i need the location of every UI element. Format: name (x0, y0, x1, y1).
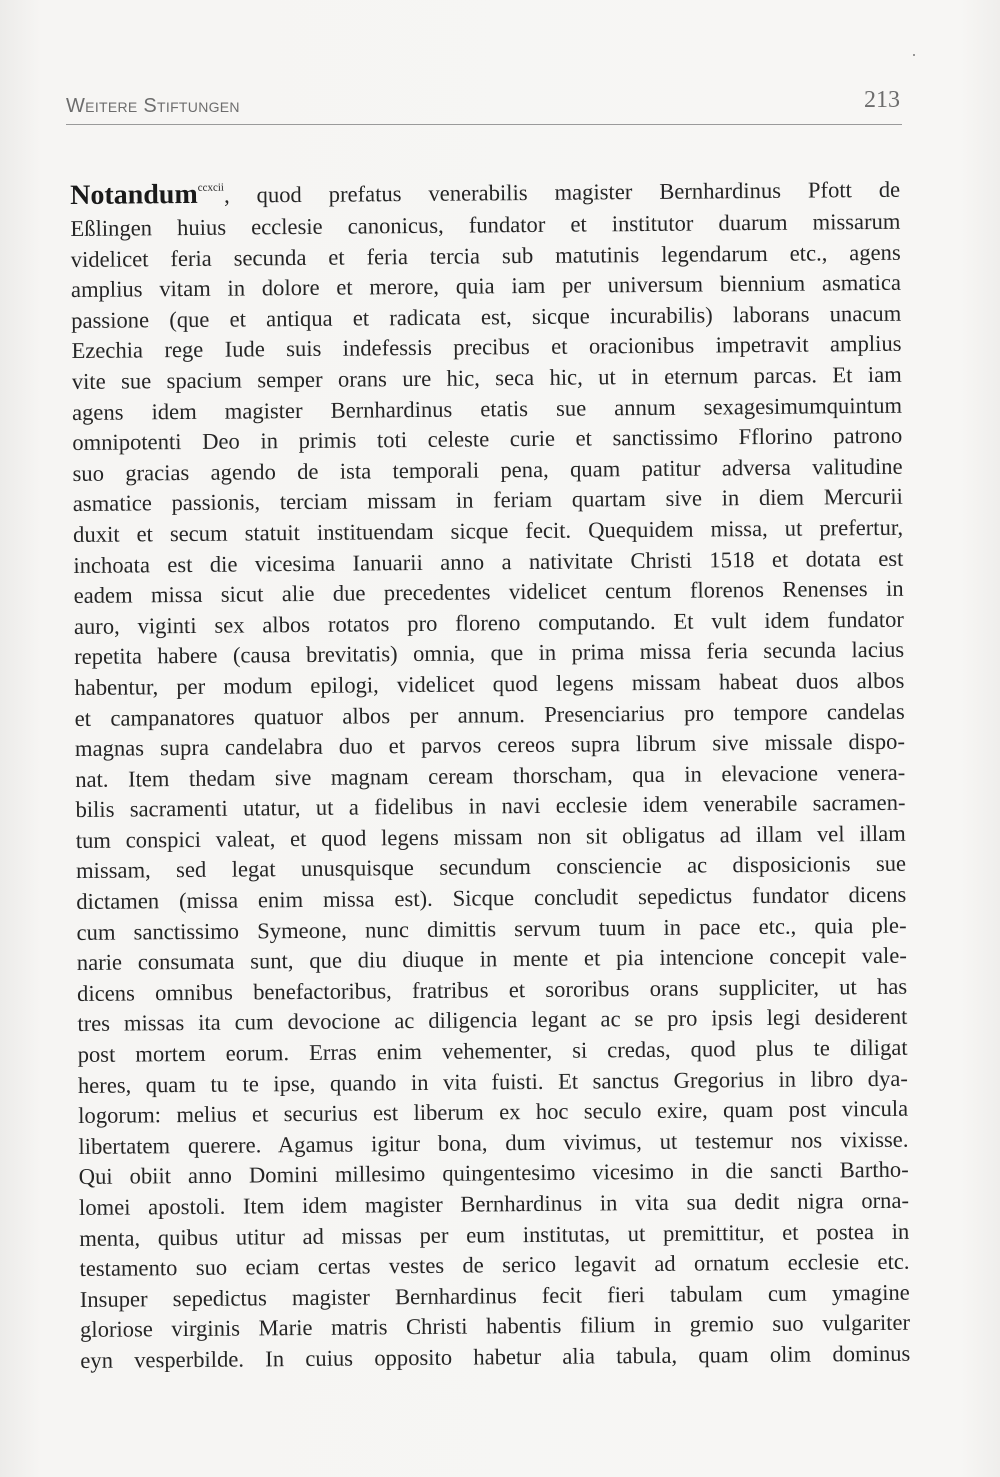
text-line: asmatice passionis, terciam missam in feriam quartam sive in diem Mercurii (72, 484, 903, 517)
text-line: narie consumata sunt, que diu diuque in mente et pia intencione concepit vale- (76, 942, 907, 976)
text-line: tres missas ita cum devocione ac diligencia legant ac se pro ipsis legi desiderent (77, 1004, 908, 1037)
first-line-text: , quod prefatus venerabilis magister Bernhardinus Pfott de (223, 176, 901, 208)
text-line: missam, sed legat unusquisque secundum consciencie ac disposicionis sue (75, 851, 907, 884)
text-line: et campanatores quatuor albos per annum. Presenciarius pro tempore candelas (74, 698, 905, 731)
text-line: Insuper sepedictus magister Bernhardinus fecit fieri tabulam cum ymagine (79, 1279, 910, 1312)
page-number: 213 (864, 87, 900, 113)
text-line: tum conspici valeat, et quod legens missam non sit obligatus ad illam vel illam (75, 820, 906, 853)
text-line: cum sanctissimo Symeone, nunc dimittis servum tuum in pace etc., quia ple- (76, 912, 907, 945)
text-line: videlicet feria secunda et feria tercia sub matutinis legendarum etc., agens (70, 239, 901, 272)
text-line: testamento suo eciam certas vestes de serico legavit ad ornatum ecclesie etc. (79, 1248, 910, 1282)
text-line: eyn vesperbilde. In cuius opposito habetur alia tabula, quam olim dominus (80, 1340, 911, 1373)
text-line: Eßlingen huius ecclesie canonicus, fundator et institutor duarum missarum (70, 208, 901, 241)
text-line: magnas supra candelabra duo et parvos cereos supra librum sive missale dispo- (74, 728, 906, 762)
text-line: amplius vitam in dolore et merore, quia iam per universum biennium asmatica (70, 269, 902, 303)
text-line: bilis sacramenti utatur, ut a fidelibus in navi ecclesie idem venerabile sacramen- (75, 790, 906, 823)
text-line: repetita habere (causa brevitatis) omnia, que in prima missa feria secunda lacius (74, 637, 905, 670)
text-line: dicens omnibus benefactoribus, fratribus et sororibus orans suppliciter, ut has (77, 973, 908, 1006)
text-line: menta, quibus utitur ad missas per eum institutas, ut premittitur, et postea in (79, 1218, 910, 1251)
text-line: suo gracias agendo de ista temporali pena, quam patitur adversa valitudine (72, 453, 903, 486)
text-line: libertatem querere. Agamus igitur bona, dum vivimus, ut testemur nos vixisse. (78, 1126, 909, 1159)
text-line: passione (que et antiqua et radicata est, sicque incurabilis) laborans unacum (71, 300, 902, 333)
running-header (66, 84, 902, 125)
body-text (70, 171, 910, 1377)
text-line: dictamen (missa enim missa est). Sicque concludit sepedictus fundator dicens (76, 881, 907, 915)
text-line: omnipotenti Deo in primis toti celeste curie et sanctissimo Fflorino patrono (72, 422, 903, 456)
text-line: Qui obiit anno Domini millesimo quingentesimo vicesimo in die sancti Bartho- (78, 1157, 909, 1190)
text-line: habentur, per modum epilogi, videlicet quod legens missam habeat duos albos (74, 667, 905, 700)
text-line: gloriose virginis Marie matris Christi habentis filium in gremio suo vulgariter (79, 1310, 911, 1343)
text-line: logorum: melius et securius est liberum ex hoc seculo exire, quam post vincula (78, 1095, 909, 1129)
text-line: post mortem eorum. Erras enim vehementer, si credas, quod plus te diligat (77, 1034, 908, 1067)
running-title: Weitere Stiftungen (66, 95, 240, 117)
footnote-reference[interactable]: ccxcii (197, 181, 225, 194)
text-line: eadem missa sicut alie due precedentes videlicet centum florenos Renenses in (73, 575, 904, 609)
text-line: duxit et secum statuit instituendam sicque fecit. Quequidem missa, ut prefertur, (73, 514, 904, 547)
text-line: heres, quam tu te ipse, quando in vita fuisti. Et sanctus Gregorius in libro dya- (77, 1065, 908, 1098)
text-line: nat. Item thedam sive magnam ceream thorscham, qua in elevacione venera- (75, 759, 906, 792)
incipit-word: Notandum (70, 178, 198, 211)
text-line: lomei apostoli. Item idem magister Bernhardinus in vita sua dedit nigra orna- (78, 1187, 910, 1220)
stray-ink-mark (913, 54, 915, 56)
text-line: vite sue spacium semper orans ure hic, seca hic, ut in eternum parcas. Et iam (71, 361, 902, 394)
text-line: agens idem magister Bernhardinus etatis sue annum sexagesimumquintum (71, 392, 903, 425)
text-line: auro, viginti sex albos rotatos pro floreno computando. Et vult idem fundator (73, 606, 904, 639)
text-line: inchoata est die vicesima Ianuarii anno a nativitate Christi 1518 et dotata est (73, 545, 904, 578)
text-line: Ezechia rege Iude suis indefessis precibus et oracionibus impetravit amplius (71, 331, 902, 364)
